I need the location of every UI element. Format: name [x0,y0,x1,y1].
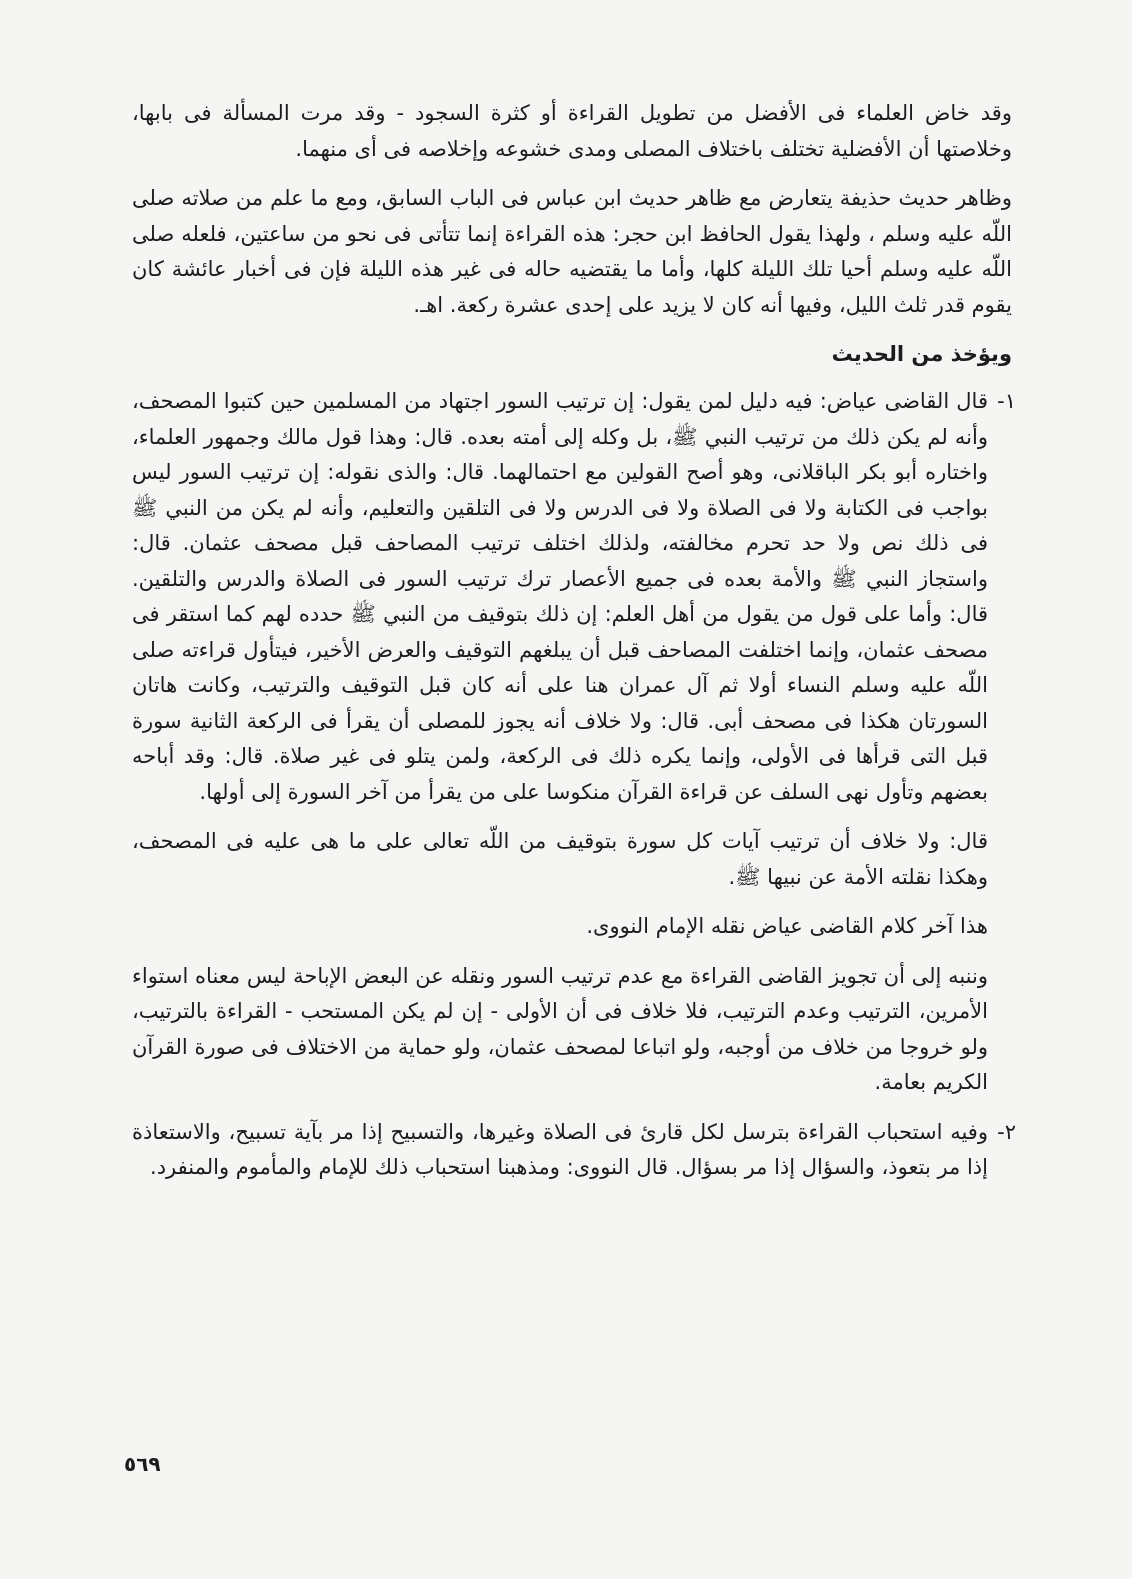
list-item-2-number: ٢- [997,1119,1016,1144]
paragraph-note: وننبه إلى أن تجويز القاضى القراءة مع عدم ترتيب السور ونقله عن البعض الإباحة ليس معناه استواء الأمرين، الترتيب وعدم الترتيب، فلا خلاف فى أن الأولى - إن لم يكن المستحب - القراءة بالترتيب، ولو خروجا من خلاف من أوجبه، ولو اتباعا لمصحف عثمان، ولو حماية من الاختلاف فى صورة القرآن الكريم بعامة. [132,963,988,1094]
paragraph-end-of-iyad: هذا آخر كلام القاضى عياض نقله الإمام النووى. [586,914,988,938]
paragraph-hudhayfa-hadith: وظاهر حديث حذيفة يتعارض مع ظاهر حديث ابن عباس فى الباب السابق، ومع ما علم من صلاته صلى اللّه عليه وسلم ، ولهذا يقول الحافظ ابن حجر: هذه القراءة إنما تتأتى فى نحو من ساعتين، فلعله صلى اللّه عليه وسلم أحيا تلك الليلة كلها، وأما ما يقتضيه حاله فى غير هذه الليلة فإن فى أخبار عائشة كان يقوم قدر ثلث الليل، وفيها أنه كان لا يزيد على إحدى عشرة ركعة. اهـ. [132,186,1012,317]
list-item-1 [132,384,1016,810]
list-item-2-text: وفيه استحباب القراءة بترسل لكل قارئ فى الصلاة وغيرها، والتسبيح إذا مر بآية تسبيح، والاستعاذة إذا مر بتعوذ، والسؤال إذا مر بسؤال. قال النووى: ومذهبنا استحباب ذلك للإمام والمأموم والمنفرد. [132,1119,988,1179]
paragraph-scholars-dispute: وقد خاض العلماء فى الأفضل من تطويل القراءة أو كثرة السجود - وقد مرت المسألة فى بابها، وخلاصتها أن الأفضلية تختلف باختلاف المصلى ومدى خشوعه وإخلاصه فى أى منهما. [132,101,1012,161]
list-item-1-number: ١- [997,389,1016,413]
page-number: ٥٦٩ [124,1452,161,1476]
section-heading: ويؤخذ من الحديث [831,342,1012,366]
list-item-1-text: قال القاضى عياض: فيه دليل لمن يقول: إن ترتيب السور اجتهاد من المسلمين حين كتبوا المصحف، وأنه لم يكن ذلك من ترتيب النبي ﷺ، بل وكله إلى أمته بعده. قال: وهذا قول مالك وجمهور العلماء، واختاره أبو بكر الباقلانى، وهو أصح القولين مع احتمالهما. قال: والذى نقوله: إن ترتيب السور ليس بواجب فى الكتابة ولا فى الصلاة ولا فى الدرس ولا فى التلقين والتعليم، وأنه لم يكن من النبي ﷺ فى ذلك نص ولا حد تحرم مخالفته، ولذلك اختلف ترتيب المصاحف قبل مصحف عثمان. قال: واستجاز النبي ﷺ والأمة بعده فى جميع الأعصار ترك ترتيب السور فى الصلاة والدرس والتلقين. قال: وأما على قول من يقول من أهل العلم: إن ذلك بتوقيف من النبي ﷺ حدده لهم كما استقر فى مصحف عثمان، وإنما اختلفت المصاحف قبل أن يبلغهم التوقيف والعرض الأخير، فيتأول قراءته صلى اللّه عليه وسلم النساء أولا ثم آل عمران هنا على أنه كان قبل التوقيف والترتيب، وكانت هاتان السورتان هكذا فى مصحف أبى. قال: ولا خلاف أنه يجوز للمصلى أن يقرأ فى الركعة الثانية سورة قبل التى قرأها فى الأولى، وإنما يكره ذلك فى الركعة، ولمن يتلو فى غير صلاة. قال: وقد أباحه بعضهم وتأول نهى السلف عن قراءة القرآن منكوسا على من يقرأ من آخر السورة إلى أولها. [132,389,988,804]
paragraph-verse-order: قال: ولا خلاف أن ترتيب آيات كل سورة بتوقيف من اللّه تعالى على ما هى عليه فى المصحف، وهكذا نقلته الأمة عن نبيها ﷺ. [132,829,988,889]
list-item-2 [132,1115,1016,1186]
page-body [132,96,1016,1200]
